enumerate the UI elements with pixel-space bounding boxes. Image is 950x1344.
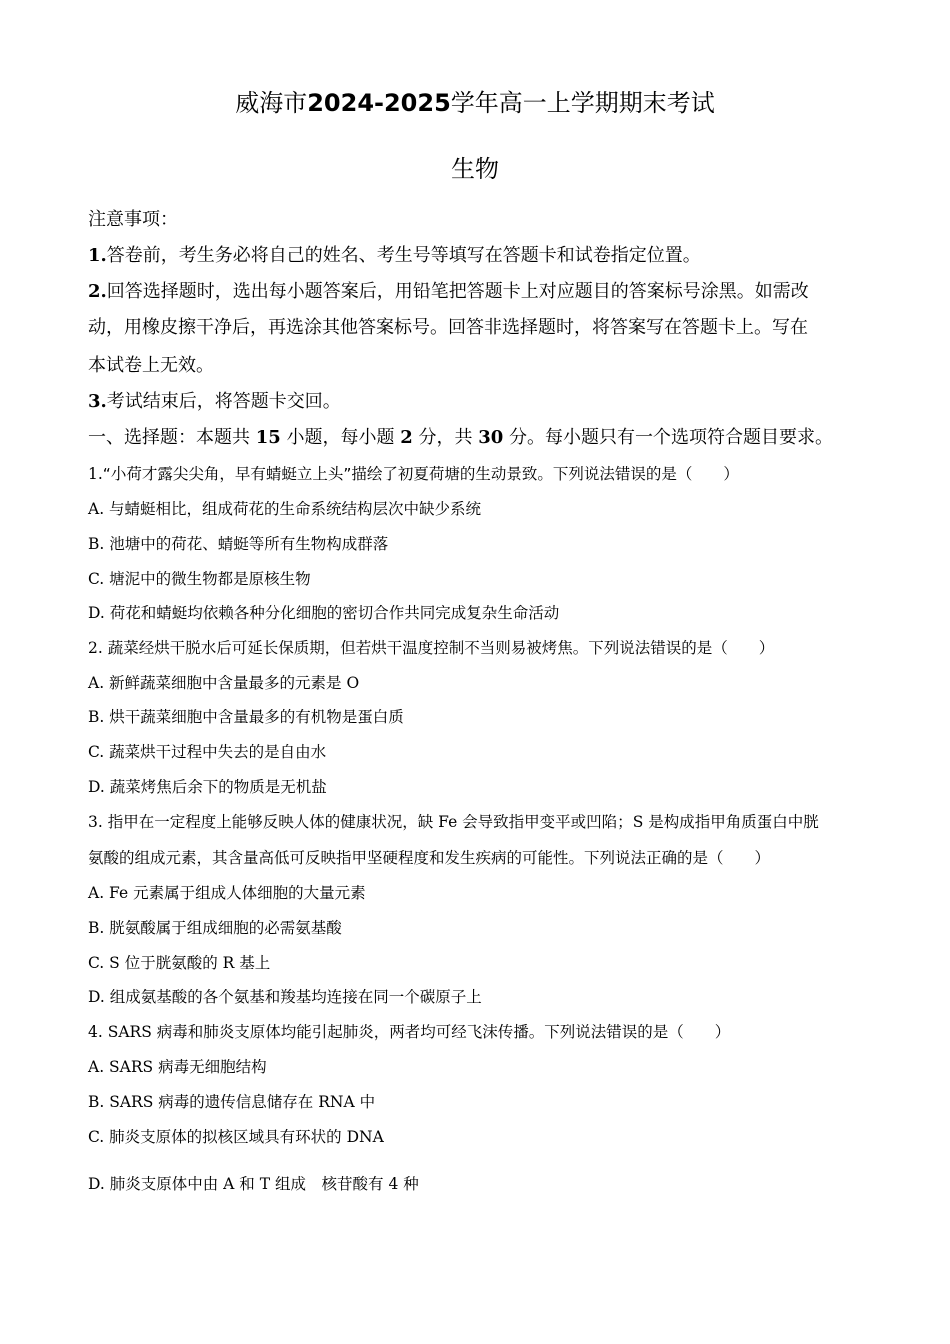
- base-symbol: A: [223, 1175, 235, 1193]
- option-text: 种: [398, 1175, 419, 1193]
- notice-item-1-text: 答卷前，考生务必将自己的姓名、考生号等填写在答题卡和试卷指定位置。: [106, 245, 701, 266]
- base-symbol: T: [259, 1175, 271, 1193]
- notice-item-3-number: 3.: [88, 391, 107, 412]
- option-text: 和: [234, 1175, 260, 1193]
- question-number: 3.: [88, 813, 103, 831]
- option-text: 蔬菜烘干过程中失去的是自由水: [104, 743, 327, 761]
- question-2-stem: [88, 637, 868, 659]
- question-1-option-c: [88, 568, 868, 590]
- section-total: 30: [478, 427, 504, 448]
- option-key: D.: [88, 1175, 105, 1193]
- question-number: 2.: [88, 639, 103, 657]
- notice-item-2-text-1: 回答选择题时，选出每小题答案后，用铅笔把答题卡上对应题目的答案标号涂黑。如需改: [106, 281, 809, 302]
- exam-title: [0, 88, 950, 118]
- option-text: 塘泥中的微生物都是原核生物: [104, 570, 311, 588]
- question-3-option-c: [88, 952, 868, 974]
- option-text: 与蜻蜓相比，组成荷花的生命系统结构层次中缺少系统: [104, 500, 482, 518]
- option-text: 蔬菜烤焦后余下的物质是无机盐: [104, 778, 327, 796]
- section-text: 分。每小题只有一个选项符合题目要求。: [503, 427, 834, 448]
- question-3-option-d: [88, 986, 868, 1008]
- question-text: “小荷才露尖尖角，早有蜻蜓立上头”描绘了初夏荷塘的生动景致。下列说法错误的是（ ）: [102, 465, 739, 483]
- question-text: 病毒和肺炎支原体均能引起肺炎，两者均可经飞沫传播。下列说法错误的是（ ）: [151, 1023, 731, 1041]
- option-key: D.: [88, 778, 105, 796]
- option-text: 组成 核苷酸有: [270, 1175, 389, 1193]
- option-text: 位于胱氨酸的: [119, 954, 223, 972]
- option-key: B.: [88, 535, 105, 553]
- option-key: B.: [88, 919, 105, 937]
- notice-item-1-number: 1.: [88, 245, 107, 266]
- subject-title: 生物: [451, 155, 499, 183]
- option-text: 肺炎支原体的拟核区域具有环状的: [104, 1128, 347, 1146]
- question-1-stem: [88, 463, 868, 485]
- count-number: 4: [388, 1175, 399, 1193]
- question-3-stem-line-1: [88, 811, 868, 833]
- option-text: 荷花和蜻蜓均依赖各种分化细胞的密切合作共同完成复杂生命活动: [104, 604, 560, 622]
- option-key: A.: [88, 674, 105, 692]
- section-text: 小题，每小题: [280, 427, 401, 448]
- question-2-option-a: [88, 672, 868, 694]
- option-text: 胱氨酸属于组成细胞的必需氨基酸: [104, 919, 342, 937]
- question-4-stem: [88, 1021, 868, 1043]
- question-3-stem-line-2: 氨酸的组成元素，其含量高低可反映指甲坚硬程度和发生疾病的可能性。下列说法正确的是（ ）: [88, 849, 771, 867]
- option-text: 新鲜蔬菜细胞中含量最多的元素是: [104, 674, 347, 692]
- question-1-option-b: [88, 533, 868, 555]
- group-symbol: R: [222, 954, 235, 972]
- option-text: 池塘中的荷花、蜻蜓等所有生物构成群落: [104, 535, 389, 553]
- option-key: C.: [88, 1128, 105, 1146]
- option-text: 肺炎支原体中由: [104, 1175, 224, 1193]
- question-1-option-a: [88, 498, 868, 520]
- option-key: A. Fe: [88, 884, 129, 902]
- option-key: B.: [88, 708, 105, 726]
- notice-heading: 注意事项：: [88, 209, 178, 230]
- question-4-option-d: [88, 1173, 868, 1195]
- question-2-option-c: [88, 741, 868, 763]
- section-points-each: 2: [400, 427, 413, 448]
- question-text: 是构成指甲角质蛋白中胱: [643, 813, 819, 831]
- option-text: 烘干蔬菜细胞中含量最多的有机物是蛋白质: [104, 708, 404, 726]
- option-text: 基上: [234, 954, 271, 972]
- notice-item-2-text-3: 本试卷上无效。: [88, 355, 214, 376]
- option-key: D.: [88, 604, 105, 622]
- option-text: 元素属于组成人体细胞的大量元素: [128, 884, 366, 902]
- section-text: 一、选择题：本题共: [88, 427, 256, 448]
- question-number: 4. SARS: [88, 1023, 152, 1041]
- option-key: A.: [88, 500, 105, 518]
- element-symbol: S: [632, 813, 644, 831]
- option-key: D.: [88, 988, 105, 1006]
- molecule-symbol: RNA: [318, 1093, 355, 1111]
- option-key: B. SARS: [88, 1093, 154, 1111]
- option-text: 病毒的遗传信息储存在: [153, 1093, 319, 1111]
- section-heading: [88, 426, 868, 450]
- question-2-option-b: [88, 706, 868, 728]
- option-key: C. S: [88, 954, 120, 972]
- question-text: 蔬菜经烘干脱水后可延长保质期，但若烘干温度控制不当则易被烤焦。下列说法错误的是（ ）: [102, 639, 775, 657]
- question-text: 会导致指甲变平或凹陷；: [457, 813, 633, 831]
- option-key: A. SARS: [88, 1058, 154, 1076]
- title-city: 威海市: [235, 89, 308, 117]
- title-term: 学年高一上学期期末考试: [450, 89, 715, 117]
- question-text: 指甲在一定程度上能够反映人体的健康状况，缺: [102, 813, 439, 831]
- section-text: 分，共: [412, 427, 479, 448]
- option-key: C.: [88, 570, 105, 588]
- question-4-option-b: [88, 1091, 868, 1113]
- option-key: C.: [88, 743, 105, 761]
- notice-item-3: [88, 390, 868, 414]
- title-year: 2024-2025: [307, 89, 451, 117]
- notice-item-3-text: 考试结束后，将答题卡交回。: [106, 391, 341, 412]
- question-2-option-d: [88, 776, 868, 798]
- element-symbol: O: [346, 674, 360, 692]
- question-4-option-c: [88, 1126, 868, 1148]
- notice-item-2: [88, 280, 868, 304]
- option-text: 组成氨基酸的各个氨基和羧基均连接在同一个碳原子上: [104, 988, 482, 1006]
- section-count: 15: [255, 427, 281, 448]
- question-1-option-d: [88, 602, 868, 624]
- question-4-option-a: [88, 1056, 868, 1078]
- notice-item-1: [88, 244, 868, 268]
- option-text: 中: [354, 1093, 376, 1111]
- question-3-option-b: [88, 917, 868, 939]
- molecule-symbol: DNA: [346, 1128, 384, 1146]
- element-symbol: Fe: [438, 813, 458, 831]
- question-number: 1.: [88, 465, 103, 483]
- option-text: 病毒无细胞结构: [153, 1058, 267, 1076]
- notice-item-2-number: 2.: [88, 281, 107, 302]
- question-3-option-a: [88, 882, 868, 904]
- notice-item-2-text-2: 动，用橡皮擦干净后，再选涂其他答案标号。回答非选择题时，将答案写在答题卡上。写在: [88, 317, 808, 338]
